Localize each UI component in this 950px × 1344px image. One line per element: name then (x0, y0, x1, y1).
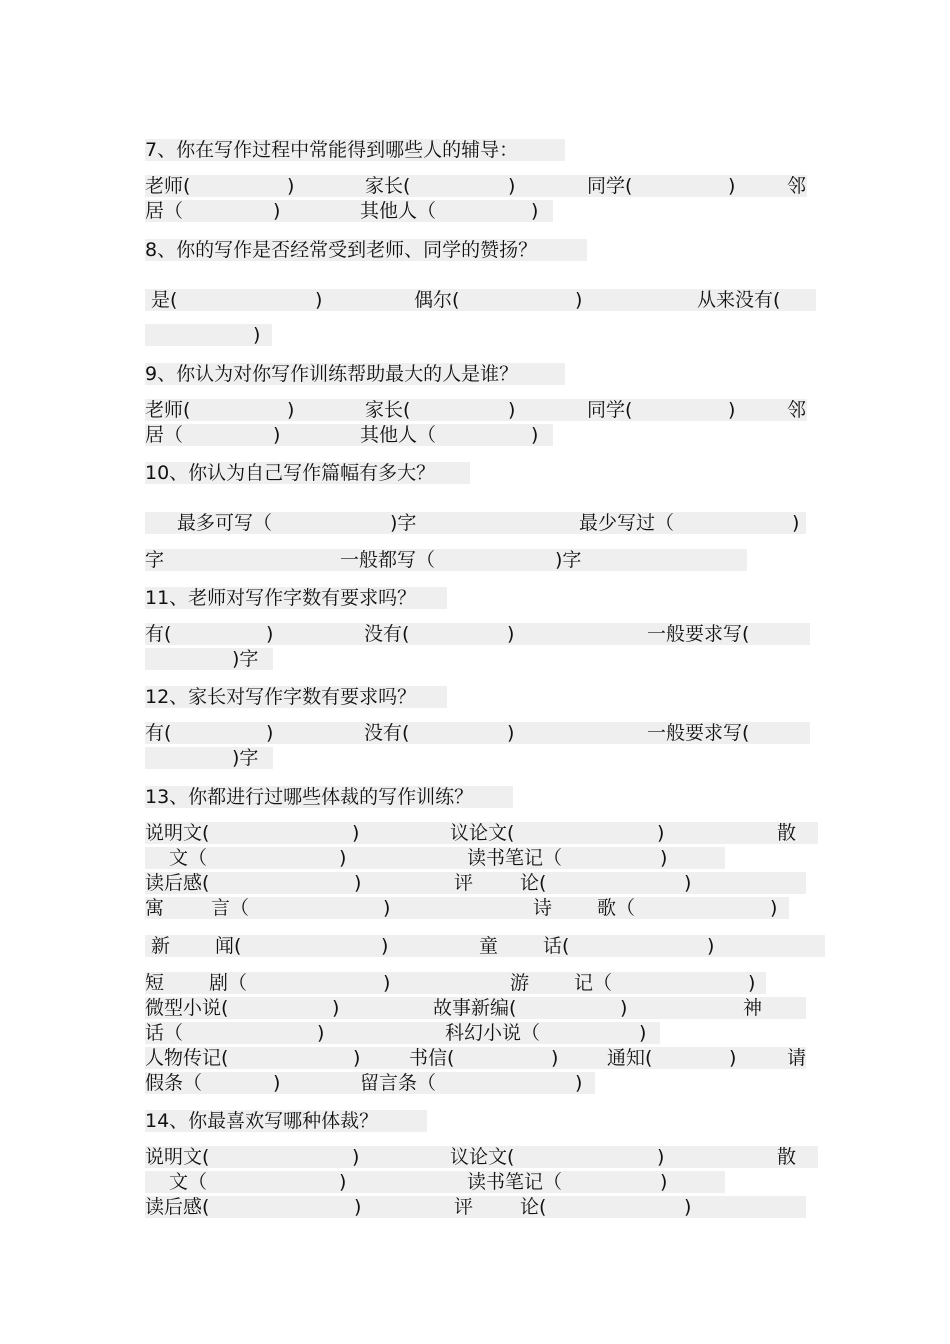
option-exposition-label: 说明文( (145, 1146, 210, 1168)
option-fairytale-close: ) (707, 935, 715, 957)
option-fairytale-label-1: 童 (479, 935, 499, 957)
option-exposition-label: 说明文( (145, 822, 210, 844)
question-11-options-line-1 (145, 623, 810, 645)
option-news-label-2: 闻( (215, 935, 242, 957)
option-others-label: 其他人（ (360, 200, 437, 222)
option-micro-fiction-label: 微型小说( (145, 997, 229, 1019)
option-neighbor-start: 邻 (787, 399, 807, 421)
question-14-options-line-2 (145, 1171, 725, 1193)
option-biography-close: ) (353, 1047, 361, 1069)
option-sometimes-close: ) (575, 289, 583, 311)
option-myth-end: 话（ (145, 1022, 184, 1044)
question-13-options-line-3 (145, 872, 806, 894)
option-parent-close: ) (508, 399, 516, 421)
option-max-label: 最多可写（ (177, 512, 273, 534)
option-teacher-close: ) (287, 399, 295, 421)
option-teacher-label: 老师( (145, 399, 191, 421)
option-notice-close: ) (729, 1047, 737, 1069)
option-none-close: ) (507, 722, 515, 744)
option-notice-label: 通知( (607, 1047, 653, 1069)
question-7-title: 7、你在写作过程中常能得到哪些人的辅导： (145, 139, 565, 161)
option-myth-close: ) (317, 1022, 325, 1044)
option-message-close: ) (575, 1072, 583, 1094)
option-yes-close: ) (315, 289, 323, 311)
option-others-label: 其他人（ (360, 424, 437, 446)
option-parent-label: 家长( (365, 175, 411, 197)
question-12-options-line-2 (145, 747, 273, 769)
option-prose-start: 散 (777, 822, 797, 844)
option-argument-close: ) (657, 1146, 665, 1168)
question-9-options-line-1 (145, 399, 807, 421)
option-reflection-close: ) (354, 1196, 362, 1218)
option-parent-label: 家长( (365, 399, 411, 421)
option-neighbor-end: 居（ (145, 424, 184, 446)
option-letter-close: ) (551, 1047, 559, 1069)
option-has-label: 有( (145, 623, 172, 645)
option-prose-end: 文（ (169, 847, 208, 869)
option-fairytale-label-2: 话( (543, 935, 570, 957)
option-max-close: )字 (390, 512, 417, 534)
question-7-options-line-1 (145, 175, 807, 197)
question-9-options-line-2 (145, 424, 553, 446)
option-review-label-1: 评 (454, 872, 474, 894)
option-none-label: 没有( (364, 623, 410, 645)
option-review-close: ) (684, 1196, 692, 1218)
question-13-options-line-9 (145, 1047, 806, 1069)
option-scifi-label: 科幻小说（ (445, 1022, 541, 1044)
option-general-close: )字 (232, 648, 259, 670)
option-leave-note-close: ) (273, 1072, 281, 1094)
option-reflection-label: 读后感( (145, 1196, 210, 1218)
option-neighbor-start: 邻 (787, 175, 807, 197)
option-retold-story-label: 故事新编( (433, 997, 517, 1019)
option-has-close: ) (266, 623, 274, 645)
option-review-close: ) (684, 872, 692, 894)
question-7-options-line-2 (145, 200, 553, 222)
option-prose-close: ) (339, 1171, 347, 1193)
question-14-options-line-1 (145, 1146, 818, 1168)
question-10-options-line-2 (145, 549, 747, 571)
option-general-label: 一般要求写( (647, 623, 750, 645)
option-prose-end: 文（ (169, 1171, 208, 1193)
option-usual-close: )字 (555, 549, 582, 571)
option-general-close: )字 (232, 747, 259, 769)
question-11-options-line-2 (145, 648, 273, 670)
option-argument-label: 议论文( (450, 1146, 515, 1168)
option-skit-close: ) (383, 972, 391, 994)
option-review-label-2: 论( (520, 1196, 547, 1218)
question-10-options-line-1 (145, 512, 806, 534)
option-prose-start: 散 (777, 1146, 797, 1168)
option-poem-close: ) (770, 897, 778, 919)
option-general-label: 一般要求写( (647, 722, 750, 744)
option-reflection-close: ) (354, 872, 362, 894)
option-leave-note-start: 请 (787, 1047, 807, 1069)
option-skit-label-1: 短 (145, 972, 165, 994)
question-13-options-line-8 (145, 1022, 660, 1044)
option-scifi-close: ) (639, 1022, 647, 1044)
option-reading-notes-label: 读书笔记（ (467, 1171, 563, 1193)
option-yes-label: 是( (151, 289, 178, 311)
option-has-close: ) (266, 722, 274, 744)
option-travelogue-label-1: 游 (510, 972, 530, 994)
option-neighbor-close: ) (273, 200, 281, 222)
question-13-options-line-2 (145, 847, 725, 869)
option-none-label: 没有( (364, 722, 410, 744)
option-min-unit: 字 (145, 549, 165, 571)
option-argument-close: ) (657, 822, 665, 844)
option-leave-note-end: 假条（ (145, 1072, 203, 1094)
question-14-options-line-3 (145, 1196, 806, 1218)
question-13-options-line-7 (145, 997, 806, 1019)
question-14-title: 14、你最喜欢写哪种体裁？ (145, 1110, 427, 1132)
option-neighbor-close: ) (273, 424, 281, 446)
option-micro-fiction-close: ) (332, 997, 340, 1019)
option-neighbor-end: 居（ (145, 200, 184, 222)
option-has-label: 有( (145, 722, 172, 744)
option-news-label-1: 新 (151, 935, 171, 957)
question-8-options-line-1 (145, 289, 816, 311)
option-reflection-label: 读后感( (145, 872, 210, 894)
option-biography-label: 人物传记( (145, 1047, 229, 1069)
option-travelogue-close: ) (748, 972, 756, 994)
option-reading-notes-label: 读书笔记（ (467, 847, 563, 869)
option-teacher-close: ) (287, 175, 295, 197)
option-poem-label-1: 诗 (533, 897, 553, 919)
option-sometimes-label: 偶尔( (414, 289, 460, 311)
question-12-options-line-1 (145, 722, 810, 744)
option-others-close: ) (531, 424, 539, 446)
option-min-label: 最少写过（ (579, 512, 675, 534)
option-classmate-close: ) (728, 399, 736, 421)
option-fable-close: ) (383, 897, 391, 919)
option-travelogue-label-2: 记（ (574, 972, 613, 994)
option-reading-notes-close: ) (660, 1171, 668, 1193)
option-review-label-2: 论( (520, 872, 547, 894)
option-fable-label-2: 言（ (211, 897, 250, 919)
question-13-options-line-1 (145, 822, 818, 844)
option-reading-notes-close: ) (660, 847, 668, 869)
option-letter-label: 书信( (409, 1047, 455, 1069)
question-9-title: 9、你认为对你写作训练帮助最大的人是谁？ (145, 363, 565, 385)
option-prose-close: ) (339, 847, 347, 869)
question-8-options-line-2 (145, 324, 272, 346)
option-others-close: ) (531, 200, 539, 222)
question-13-title: 13、你都进行过哪些体裁的写作训练？ (145, 786, 513, 808)
option-poem-label-2: 歌（ (597, 897, 636, 919)
option-message-label: 留言条（ (360, 1072, 437, 1094)
option-usual-label: 一般都写（ (340, 549, 436, 571)
option-retold-story-close: ) (620, 997, 628, 1019)
option-classmate-label: 同学( (587, 175, 633, 197)
question-11-title: 11、老师对写作字数有要求吗？ (145, 587, 447, 609)
question-10-title: 10、你认为自己写作篇幅有多大？ (145, 462, 470, 484)
option-news-close: ) (381, 935, 389, 957)
question-8-title: 8、你的写作是否经常受到老师、同学的赞扬？ (145, 239, 587, 261)
option-teacher-label: 老师( (145, 175, 191, 197)
option-never-label: 从来没有( (697, 289, 781, 311)
option-none-close: ) (507, 623, 515, 645)
question-13-options-line-4 (145, 897, 789, 919)
question-13-options-line-5 (145, 935, 825, 957)
option-classmate-close: ) (728, 175, 736, 197)
question-12-title: 12、家长对写作字数有要求吗？ (145, 686, 447, 708)
option-never-close: ) (253, 324, 261, 346)
option-exposition-close: ) (352, 822, 360, 844)
option-parent-close: ) (508, 175, 516, 197)
option-argument-label: 议论文( (450, 822, 515, 844)
option-myth-start: 神 (743, 997, 763, 1019)
option-exposition-close: ) (352, 1146, 360, 1168)
question-13-options-line-6 (145, 972, 766, 994)
option-review-label-1: 评 (454, 1196, 474, 1218)
question-13-options-line-10 (145, 1072, 595, 1094)
option-skit-label-2: 剧（ (209, 972, 248, 994)
option-min-close: ) (792, 512, 800, 534)
option-fable-label-1: 寓 (145, 897, 165, 919)
option-classmate-label: 同学( (587, 399, 633, 421)
